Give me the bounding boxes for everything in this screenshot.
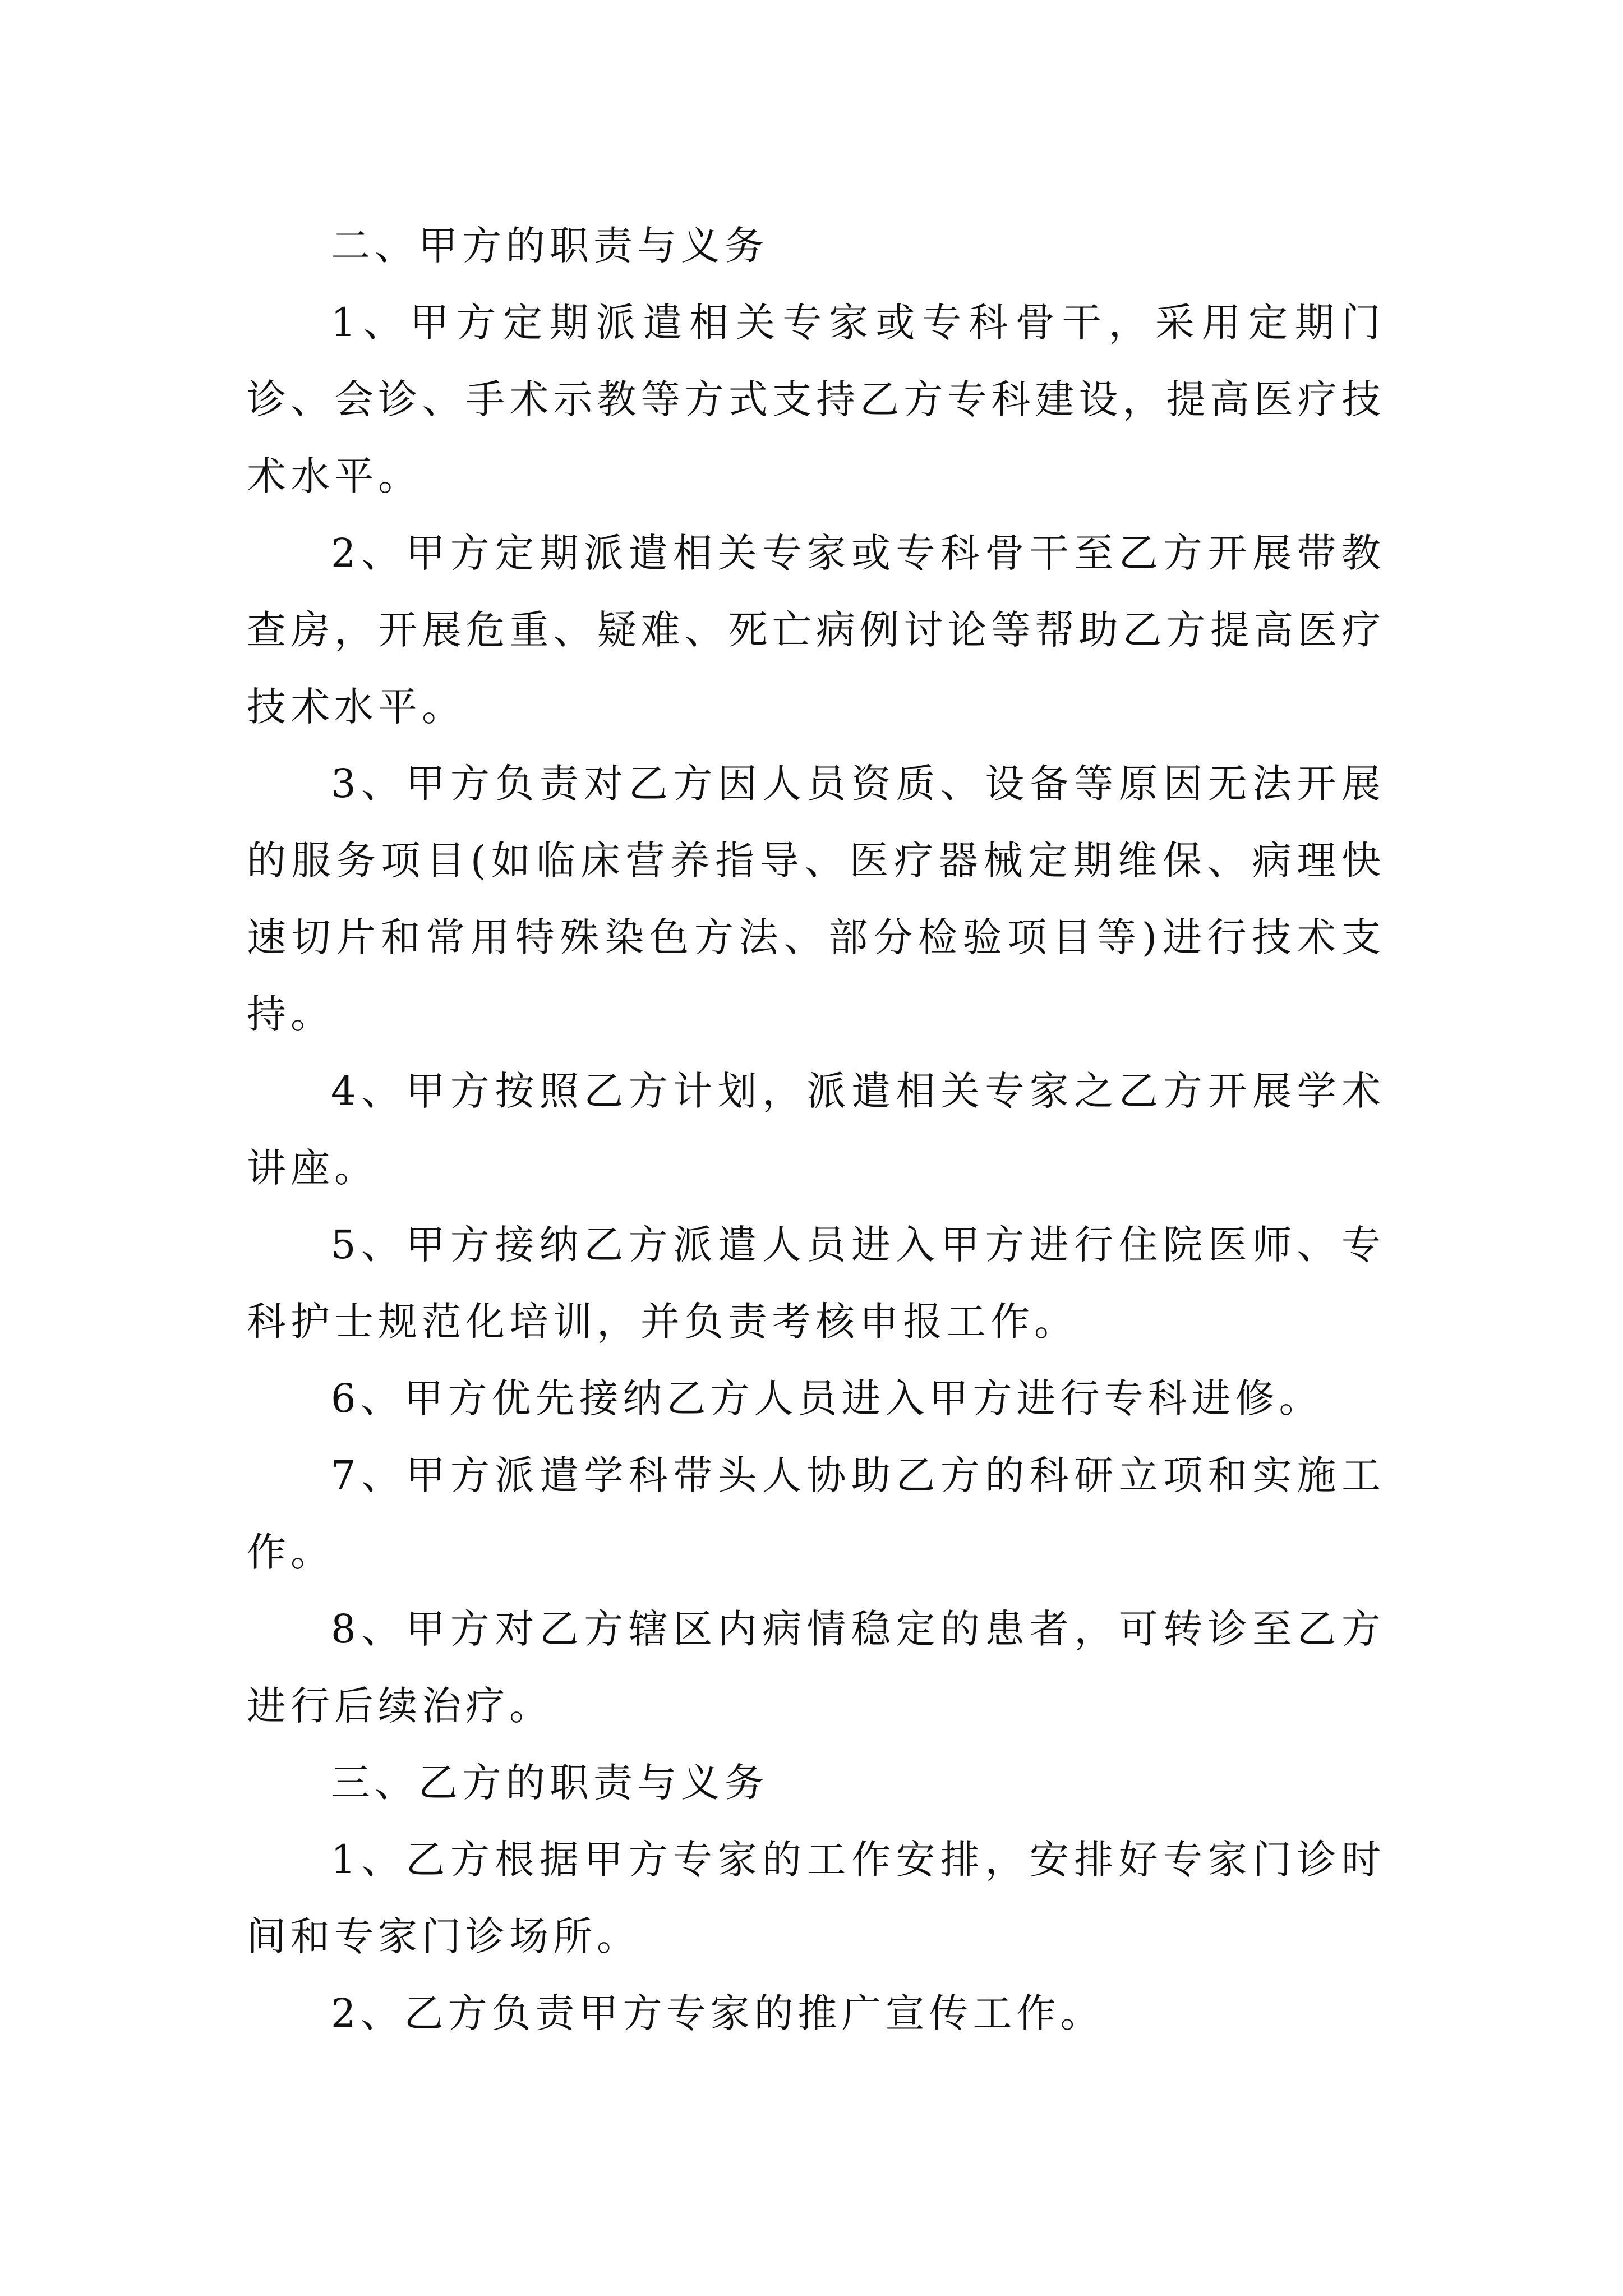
clause-b-2: 2、乙方负责甲方专家的推广宣传工作。 [331,1990,1104,2036]
section-heading-party-b: 三、乙方的职责与义务 [331,1760,768,1806]
clause-a-5: 5、甲方接纳乙方派遣人员进入甲方进行住院医师、专科护士规范化培训，并负责考核申报工作。 [247,1222,1385,1345]
section-heading-party-a: 二、甲方的职责与义务 [331,223,768,269]
clause-a-2: 2、甲方定期派遣相关专家或专科骨干至乙方开展带教查房，开展危重、疑难、死亡病例讨论等帮助乙方提高医疗技术水平。 [247,530,1385,730]
clause-a-4: 4、甲方按照乙方计划，派遣相关专家之乙方开展学术讲座。 [247,1068,1385,1191]
clause-a-7: 7、甲方派遣学科带头人协助乙方的科研立项和实施工作。 [247,1452,1385,1575]
clause-a-3: 3、甲方负责对乙方因人员资质、设备等原因无法开展的服务项目(如临床营养指导、医疗器械定期维保、病理快速切片和常用特殊染色方法、部分检验项目等)进行技术支持。 [247,761,1385,1037]
clause-b-1: 1、乙方根据甲方专家的工作安排，安排好专家门诊时间和专家门诊场所。 [247,1837,1385,1959]
clause-a-8: 8、甲方对乙方辖区内病情稳定的患者，可转诊至乙方进行后续治疗。 [247,1606,1385,1729]
clause-a-1: 1、甲方定期派遣相关专家或专科骨干，采用定期门诊、会诊、手术示教等方式支持乙方专科建设，提高医疗技术水平。 [247,300,1385,499]
clause-a-6: 6、甲方优先接纳乙方人员进入甲方进行专科进修。 [331,1375,1323,1421]
document-body [247,208,1385,2052]
